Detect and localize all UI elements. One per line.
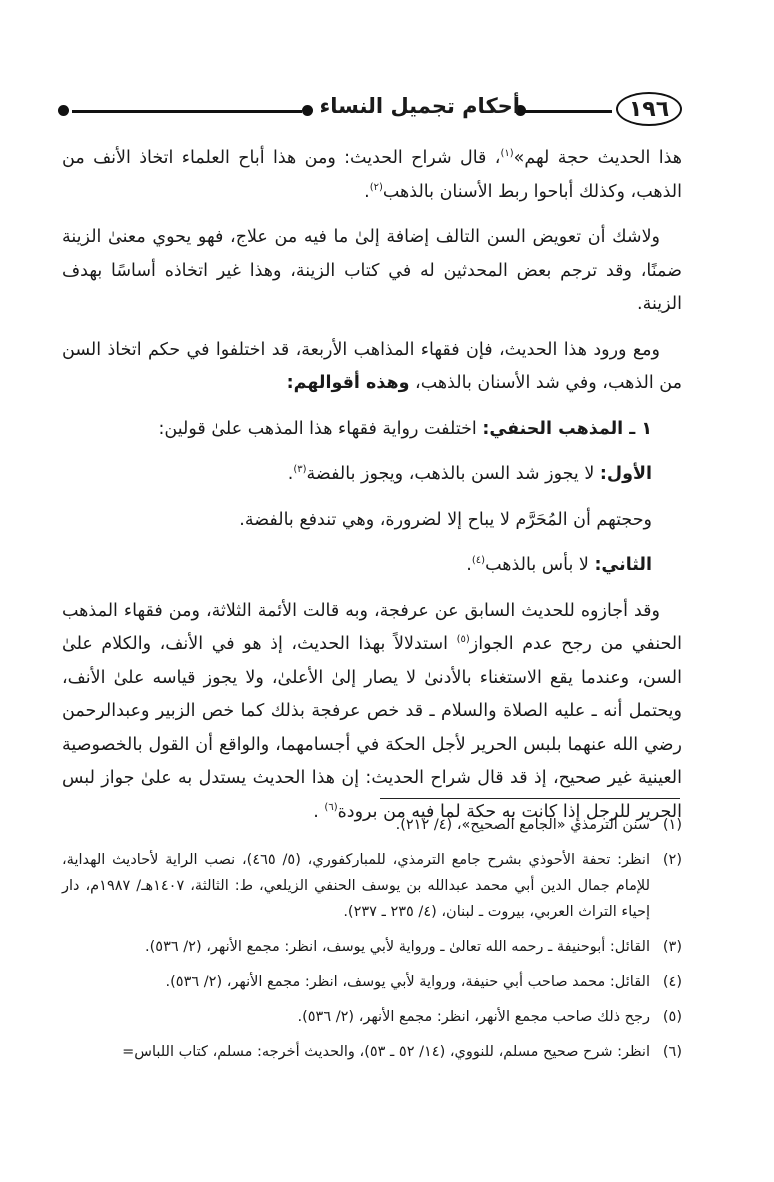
paragraph: ١ ـ المذهب الحنفي: اختلفت رواية فقهاء هذا المذهب علىٰ قولين: — [158, 418, 652, 439]
paragraph: وقد أجازوه للحديث السابق عن عرفجة، وبه قالت الأئمة الثلاثة، ومن فقهاء المذهب الحنفي من رجح عدم الجواز$^{(٥)}$ استدلالاً بهذا الحديث، إذ هو في الأنف، والكلام علىٰ السن، وعندما يقع الاستغناء بالأدنىٰ لا يصار إلىٰ الأعلىٰ، ولا يجوز قياسه علىٰ الأنف، ويحتمل أنه ـ عليه الصلاة والسلام ـ قد خص عرفجة بذلك كما خص الزبير وعبدالرحمن رضي الله عنهما بلبس الحرير لأجل الحكة في أجسامهما، والواقع أن القول بالخصوصية العينية غير صحيح، إذ قد قال شراح الحديث: إن هذا الحديث يستدل به علىٰ جواز لبس الحرير للرجل إذا كانت به حكة لما فيه من برودة$^{(٦)}$ . — [62, 600, 682, 822]
footnote-ref[interactable]: (٣) — [293, 464, 307, 476]
footnote-text: انظر: شرح صحيح مسلم، للنووي، (١٤/ ٥٢ ـ ٥٣)، والحديث أخرجه: مسلم، كتاب اللباس= — [122, 1044, 650, 1060]
footnote-number: (٥) — [662, 1009, 682, 1025]
paragraph: وحجتهم أن المُحَرَّم لا يباح إلا لضرورة، وهي تندفع بالفضة. — [239, 509, 652, 530]
header-dot — [302, 105, 313, 116]
footnote-text: رجح ذلك صاحب مجمع الأنهر، انظر: مجمع الأنهر، (٢/ ٥٣٦). — [297, 1009, 650, 1025]
footnote-separator — [380, 798, 680, 799]
page-number: ١٩٦ — [616, 92, 682, 126]
footnote — [62, 847, 682, 925]
footnote-text: انظر: تحفة الأحوذي بشرح جامع الترمذي، للمباركفوري، (٥/ ٤٦٥)، نصب الراية لأحاديث الهداية، للإمام جمال الدين أبي محمد عبدالله بن يوسف الحنفي الزيلعي، ط: الثالثة، ١٤٠٧هـ/ ١٩٨٧م، دار إحياء التراث العربي، بيروت ـ لبنان، (٤/ ٢٣٥ ـ ٢٣٧). — [62, 852, 650, 920]
footnote-number: (٦) — [662, 1044, 682, 1060]
footnote-ref[interactable]: (٤) — [471, 555, 486, 567]
footnote-number: (٣) — [662, 939, 682, 955]
footnote-text: القائل: أبوحنيفة ـ رحمه الله تعالىٰ ـ ورواية لأبي يوسف، انظر: مجمع الأنهر، (٢/ ٥٣٦). — [145, 939, 650, 955]
footnotes — [62, 812, 682, 1074]
footnote-text: القائل: محمد صاحب أبي حنيفة، ورواية لأبي يوسف، انظر: مجمع الأنهر، (٢/ ٥٣٦). — [165, 974, 650, 990]
paragraph: ومع ورود هذا الحديث، فإن فقهاء المذاهب الأربعة، قد اختلفوا في حكم اتخاذ السن من الذهب، وفي شد الأسنان بالذهب، وهذه أقوالهم: — [62, 339, 682, 393]
page-header — [50, 90, 680, 130]
paragraph: الثاني: لا بأس بالذهب$^{(٤)}$. — [466, 555, 652, 575]
footnote-ref[interactable]: (٦) — [324, 801, 338, 813]
paragraph: ولاشك أن تعويض السن التالف إضافة إلىٰ ما فيه من علاج، فهو يحوي معنىٰ الزينة ضمنًا، وقد ترجم بعض المحدثين له في كتاب الزينة، وهذا غير اتخاذه أساسًا بهدف الزينة. — [62, 227, 682, 314]
footnote-ref[interactable]: (٢) — [369, 181, 383, 193]
main-text — [62, 142, 682, 841]
footnote-number: (١) — [662, 817, 682, 833]
footnote — [62, 812, 682, 838]
footnote-number: (٤) — [662, 974, 682, 990]
header-rule — [72, 110, 302, 113]
footnote — [62, 934, 682, 960]
footnote — [62, 969, 682, 995]
footnote — [62, 1039, 682, 1065]
footnote — [62, 1004, 682, 1030]
footnote-ref[interactable]: (٥) — [456, 634, 470, 646]
paragraph: الأول: لا يجوز شد السن بالذهب، ويجوز بالفضة$^{(٣)}$. — [287, 464, 652, 484]
footnote-number: (٢) — [662, 852, 682, 868]
paragraph: هذا الحديث حجة لهم»$^{(١)}$، قال شراح الحديث: ومن هذا أباح العلماء اتخاذ الأنف من الذهب، وكذلك أباحوا ربط الأسنان بالذهب$^{(٢)}$. — [62, 148, 682, 202]
header-dot — [58, 105, 69, 116]
footnote-text: سنن الترمذي «الجامع الصحيح»، (٤/ ٢١٢). — [395, 817, 650, 833]
footnote-ref[interactable]: (١) — [500, 148, 514, 160]
header-rule — [522, 110, 612, 113]
running-title: أحكام تجميل النساء — [319, 94, 520, 118]
